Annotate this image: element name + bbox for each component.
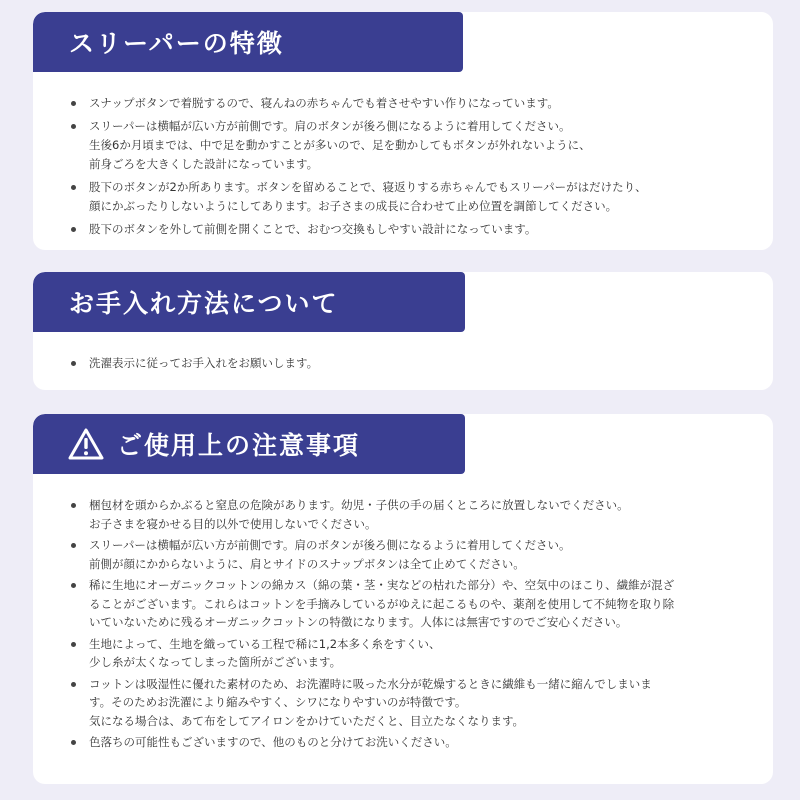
features-card xyxy=(33,12,773,250)
list-item xyxy=(89,576,743,632)
bullet-icon xyxy=(71,101,76,106)
list-item-text: コットンは吸湿性に優れた素材のため、お洗濯時に吸った水分が乾燥するときに繊維も一緒に縮んでしまいま xyxy=(89,676,652,691)
list-item xyxy=(89,536,743,573)
list-item-text: ることがございます。これらはコットンを手摘みしているがゆえに起こるものや、薬剤を使用して不純物を取り除 xyxy=(89,596,675,611)
list-item-text: 股下のボタンが2か所あります。ボタンを留めることで、寝返りする赤ちゃんでもスリーパーがはだけたり、 xyxy=(89,180,647,194)
list-item xyxy=(89,733,743,752)
list-item-text: お子さまを寝かせる目的以外で使用しないでください。 xyxy=(89,516,377,531)
list-item-text: 色落ちの可能性もございますので、他のものと分けてお洗いください。 xyxy=(89,735,457,749)
features-header xyxy=(33,12,463,72)
list-item-text: 股下のボタンを外して前側を開くことで、おむつ交換もしやすい設計になっています。 xyxy=(89,222,537,236)
bullet-icon xyxy=(71,227,76,232)
bullet-icon xyxy=(71,642,76,647)
list-item xyxy=(89,354,743,373)
bullet-icon xyxy=(71,543,76,548)
care-header xyxy=(33,272,465,332)
list-item-text: スリーパーは横幅が広い方が前側です。肩のボタンが後ろ側になるように着用してください。 xyxy=(89,538,571,552)
list-item-text: 稀に生地にオーガニックコットンの綿カス（綿の葉・茎・実などの枯れた部分）や、空気中のほこり、繊維が混ざ xyxy=(89,578,675,592)
list-item xyxy=(89,220,743,239)
bullet-icon xyxy=(71,503,76,508)
bullet-icon xyxy=(71,124,76,129)
list-item xyxy=(89,178,743,216)
care-card xyxy=(33,272,773,390)
bullet-icon xyxy=(71,361,76,366)
bullet-icon xyxy=(71,185,76,190)
cautions-list xyxy=(33,496,773,755)
care-list xyxy=(33,354,773,373)
bullet-icon xyxy=(71,740,76,745)
care-title: お手入れ方法について xyxy=(69,289,339,318)
list-item-text: 梱包材を頭からかぶると窒息の危険があります。幼児・子供の手の届くところに放置しないでください。 xyxy=(89,498,629,512)
list-item-text: 前側が顔にかからないように、肩とサイドのスナップボタンは全て止めてください。 xyxy=(89,556,525,571)
list-item xyxy=(89,94,743,113)
list-item-text: 洗濯表示に従ってお手入れをお願いします。 xyxy=(89,356,319,370)
bullet-icon xyxy=(71,682,76,687)
cautions-card xyxy=(33,414,773,784)
features-title: スリーパーの特徴 xyxy=(69,29,284,58)
list-item-text: 気になる場合は、あて布をしてアイロンをかけていただくと、目立たなくなります。 xyxy=(89,713,525,728)
list-item xyxy=(89,117,743,174)
list-item-text: 少し糸が太くなってしまった箇所がございます。 xyxy=(89,655,342,669)
list-item xyxy=(89,496,743,533)
list-item-text: 生地によって、生地を織っている工程で稀に1,2本多く糸をすくい、 xyxy=(89,636,441,651)
list-item-text: 生後6か月頃までは、中で足を動かすことが多いので、足を動かしてもボタンが外れないように、 xyxy=(89,138,591,152)
list-item-text: いていないために残るオーガニックコットンの特徴になります。人体には無害ですのでご安心ください。 xyxy=(89,615,628,629)
bullet-icon xyxy=(71,583,76,588)
warning-triangle-icon xyxy=(67,427,105,461)
list-item-text: スナップボタンで着脱するので、寝んねの赤ちゃんでも着させやすい作りになっています。 xyxy=(89,96,559,110)
list-item xyxy=(89,635,743,672)
list-item-text: スリーパーは横幅が広い方が前側です。肩のボタンが後ろ側になるように着用してください。 xyxy=(89,119,571,133)
cautions-title: ご使用上の注意事項 xyxy=(117,431,361,460)
list-item-text: 前身ごろを大きくした設計になっています。 xyxy=(89,157,319,171)
list-item-text: 顔にかぶったりしないようにしてあります。お子さまの成長に合わせて止め位置を調節してください。 xyxy=(89,199,618,213)
list-item-text: す。そのためお洗濯により縮みやすく、シワになりやすいのが特徴です。 xyxy=(89,695,467,709)
list-item xyxy=(89,675,743,731)
cautions-header xyxy=(33,414,465,474)
features-list xyxy=(33,94,773,243)
